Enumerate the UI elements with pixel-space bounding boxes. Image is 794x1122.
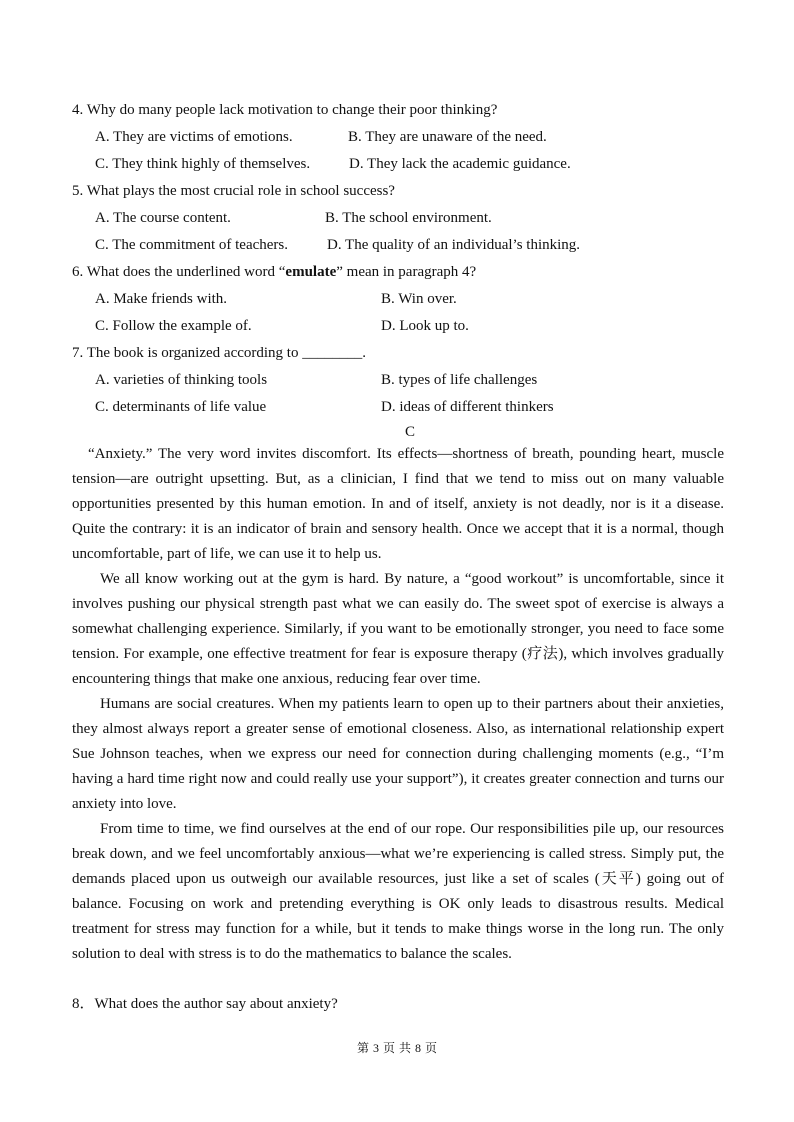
footer-page-number: 3 xyxy=(372,1041,379,1055)
question-6-stem xyxy=(72,262,476,282)
question-6-option-c: C. Follow the example of. xyxy=(95,318,252,334)
question-6-stem-post: ” mean in paragraph 4? xyxy=(336,264,477,280)
footer-mid2: 共 xyxy=(399,1041,412,1055)
passage-paragraph-2-text: We all know working out at the gym is hard. By nature, a “good workout” is uncomfortable, since it involves pushing our physical strength past what we can easily do. The sweet spot of exercise is always a somewhat challenging experience. Similarly, if you want to be emotionally stronger, you need to face some tension. For example, one effective treatment for fear is exposure therapy (疗法), which involves gradually encountering things that make one anxious, reducing fear over time. xyxy=(72,571,724,687)
question-6-option-a: A. Make friends with. xyxy=(95,291,228,307)
passage-paragraph-4-text: From time to time, we find ourselves at the end of our rope. Our responsibilities pile up, our resources break down, and we feel uncomfortably anxious—what we’re experiencing is called stress. Simply put, the demands placed upon us outweigh our available resources, just like a set of scales (天平) going out of balance. Focusing on work and pretending everything is OK only leads to disastrous results. Medical treatment for stress may function for a while, but it tends to make things worse in the long run. The only solution to deal with stress is to do the mathematics to balance the scales. xyxy=(72,821,724,962)
page-footer xyxy=(0,1040,794,1056)
question-5-option-d: D. The quality of an individual’s thinking. xyxy=(327,237,581,253)
passage-paragraph-1 xyxy=(72,442,724,567)
question-5-option-a: A. The course content. xyxy=(95,210,231,226)
question-6-keyword: emulate xyxy=(285,264,337,280)
passage-paragraph-3-text: Humans are social creatures. When my patients learn to open up to their partners about their anxieties, they almost always report a greater sense of emotional closeness. Also, as international relationship expert Sue Johnson teaches, when we express our need for connection during challenging moments (e.g., “I’m having a hard time right now and could really use your support”), it creates greater connection and turns our anxiety into love. xyxy=(72,696,724,812)
question-7-option-b: B. types of life challenges xyxy=(381,372,538,388)
footer-total-pages: 8 xyxy=(415,1041,422,1055)
question-5-stem: 5. What plays the most crucial role in school success? xyxy=(72,183,395,199)
question-4-option-b: B. They are unaware of the need. xyxy=(348,129,547,145)
question-7-option-c: C. determinants of life value xyxy=(95,399,267,415)
question-4-option-c: C. They think highly of themselves. xyxy=(95,156,311,172)
question-7-stem: 7. The book is organized according to ________. xyxy=(72,345,366,361)
footer-pre: 第 xyxy=(356,1041,369,1055)
question-7-option-a: A. varieties of thinking tools xyxy=(95,372,268,388)
passage-paragraph-2 xyxy=(72,567,724,692)
question-4-stem: 4. Why do many people lack motivation to change their poor thinking? xyxy=(72,102,498,118)
footer-mid1: 页 xyxy=(382,1041,395,1055)
passage-paragraph-3 xyxy=(72,692,724,817)
question-8-stem: 8．What does the author say about anxiety? xyxy=(72,996,338,1012)
question-6-stem-pre: 6. What does the underlined word “ xyxy=(72,264,286,280)
question-4-option-d: D. They lack the academic guidance. xyxy=(349,156,571,172)
question-7-option-d: D. ideas of different thinkers xyxy=(381,399,554,415)
passage-letter: C xyxy=(405,424,416,440)
footer-post: 页 xyxy=(425,1041,438,1055)
question-5-option-c: C. The commitment of teachers. xyxy=(95,237,289,253)
question-5-option-b: B. The school environment. xyxy=(325,210,492,226)
question-4-option-a: A. They are victims of emotions. xyxy=(95,129,293,145)
question-6-option-d: D. Look up to. xyxy=(381,318,469,334)
passage-paragraph-1-text: “Anxiety.” The very word invites discomfort. Its effects—shortness of breath, pounding heart, muscle tension—are outright upsetting. But, as a clinician, I find that we tend to miss out on many valuable opportunities presented by this human emotion. In and of itself, anxiety is not deadly, nor is it a disease. Quite the contrary: it is an indicator of brain and sensory health. Once we accept that it is a normal, though uncomfortable, part of life, we can use it to help us. xyxy=(72,446,724,562)
passage-paragraph-4 xyxy=(72,817,724,967)
question-6-option-b: B. Win over. xyxy=(381,291,457,307)
